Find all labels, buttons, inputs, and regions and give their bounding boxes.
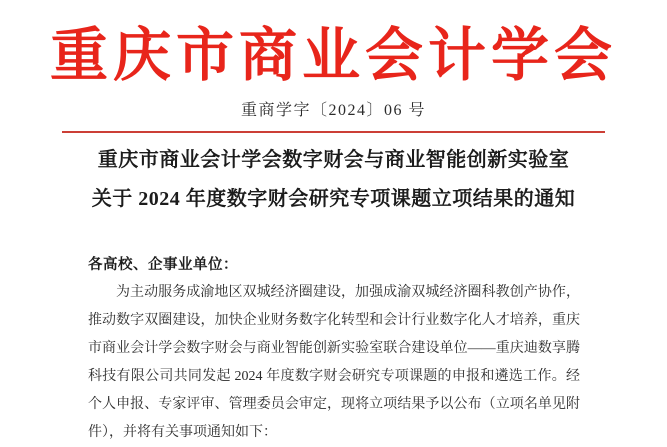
notice-title bbox=[0, 141, 667, 219]
notice-title-line1: 重庆市商业会计学会数字财会与商业智能创新实验室 bbox=[97, 149, 570, 171]
document-number: 重商学字〔2024〕06 号 bbox=[240, 102, 426, 119]
body-paragraph: 为主动服务成渝地区双城经济圈建设，加强成渝双城经济圈科教创产协作，推动数字双圈建设，加快企业财务数字化转型和会计行业数字化人才培养，重庆市商业会计学会数字财会与商业智能创新实验室联合建设单位——重庆迪数享腾科技有限公司共同发起 2024 年度数字财会研究专项课题的申报和遴选工作。经个人申报、专家评审、管理委员会审定，现将立项结果予以公布（立项名单见附件），并将有关事项通知如下： bbox=[88, 285, 580, 440]
document-header-title: 重庆市商业会计学会 bbox=[49, 23, 617, 88]
red-divider-line bbox=[62, 131, 605, 133]
salutation: 各高校、企事业单位： bbox=[88, 257, 238, 273]
notice-title-line2: 关于 2024 年度数字财会研究专项课题立项结果的通知 bbox=[91, 188, 576, 210]
document-body bbox=[0, 251, 667, 447]
